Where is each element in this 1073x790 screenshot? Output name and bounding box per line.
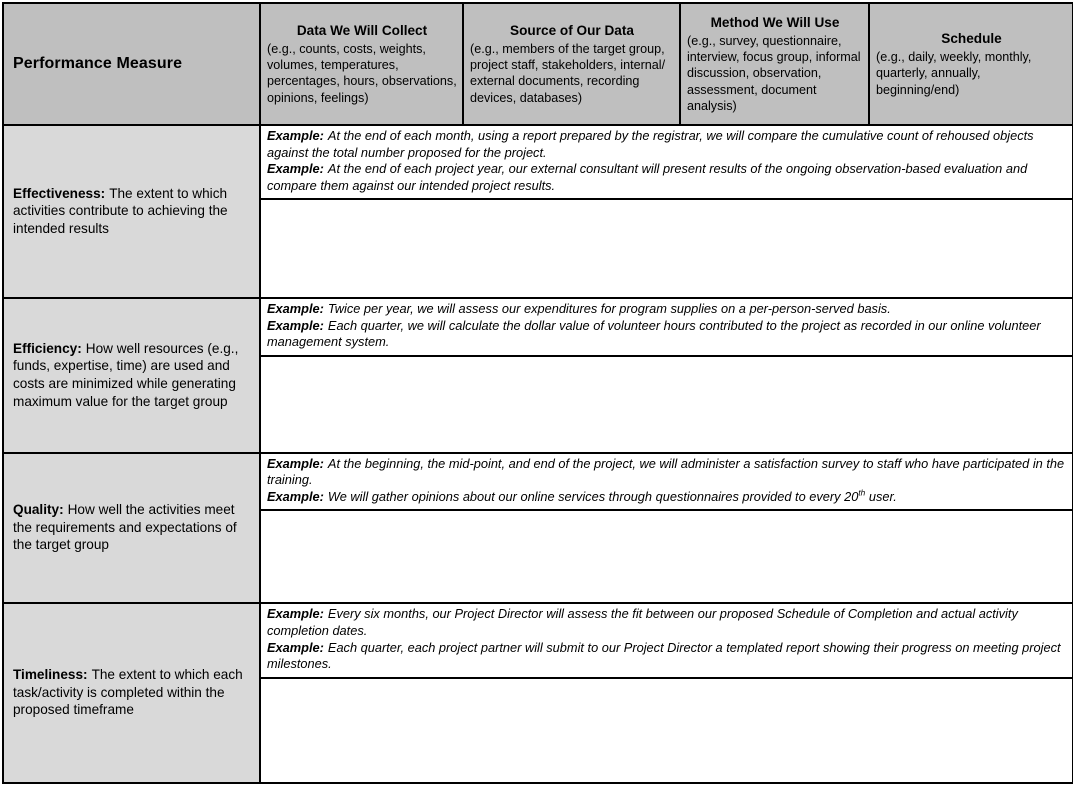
column-subtitle: (e.g., survey, questionnaire, interview, focus group, informal discussion, observation, assessment, document analysis) [687,34,861,113]
example-text: Every six months, our Project Director will assess the fit between our proposed Schedule of Completion and actual activity completion dates. [267,606,1018,638]
column-title: Method We Will Use [710,15,840,31]
example-text: At the beginning, the mid-point, and end of the project, we will administer a satisfaction survey to staff who have participated in the training. [267,455,1065,488]
example-label: Example: [267,488,324,504]
example-text: Each quarter, we will calculate the dollar value of volunteer hours contributed to the project as recorded in our online volunteer management system. [267,317,1041,350]
measure-description: The extent to which activities contribute to achieving the intended results [13,185,228,237]
measure-example-row [3,125,1073,199]
measure-description: How well resources (e.g., funds, expertise, time) are used and costs are minimized while generating maximum value for the target group [13,340,239,409]
example-text: Twice per year, we will assess our expenditures for program supplies on a per-person-served basis. [327,301,891,317]
example-line [267,606,1066,639]
example-entry-cell [260,298,1073,356]
example-line [267,161,1066,194]
example-label: Example: [267,606,324,622]
example-text: At the end of each project year, our external consultant will present results of the ongoing observation-based evaluation and compare them against our intended project results. [267,161,1028,193]
example-line [267,318,1066,351]
empty-entry-cell [260,678,1073,783]
example-text: At the end of each month, using a report prepared by the registrar, we will compare the cumulative count of rehoused objects against the total number proposed for the project. [267,128,1034,160]
measure-term: Effectiveness : [13,186,105,201]
example-entry-cell [260,603,1073,678]
example-label: Example: [267,455,324,471]
measure-example-row [3,298,1073,356]
column-header-data-we-will-collect [260,3,463,125]
measure-label-cell [3,603,260,783]
measure-label-cell [3,125,260,298]
table-header [3,3,1073,125]
example-line [267,128,1066,161]
example-line [267,301,1066,318]
column-title: Source of Our Data [510,23,634,39]
example-text: Each quarter, each project partner will submit to our Project Director a templated report showing their progress on meeting project milestones. [267,639,1061,672]
example-label: Example: [267,317,324,333]
measure-term: Timeliness : [13,667,88,682]
column-title: Schedule [941,31,1002,47]
measure-example-row [3,603,1073,678]
column-title: Data We Will Collect [296,23,428,39]
column-header-source-of-our-data [463,3,680,125]
header-row [3,3,1073,125]
example-line [267,489,1066,506]
column-subtitle: (e.g., members of the target group, project staff, stakeholders, internal/ external documents, recording devices, databases) [470,42,666,105]
example-label: Example: [267,161,324,177]
measure-term: Efficiency : [13,341,82,356]
empty-entry-cell [260,199,1073,298]
performance-measure-header: Performance Measure [3,3,260,125]
column-subtitle: (e.g., counts, costs, weights, volumes, temperatures, percentages, hours, observations, opinions, feelings) [267,42,457,105]
column-header-method-we-will-use [680,3,869,125]
performance-measure-table [2,2,1073,784]
example-label: Example: [267,128,324,143]
column-header-schedule [869,3,1073,125]
example-line [267,640,1066,673]
example-line [267,456,1066,489]
example-label: Example: [267,301,324,317]
measure-label-cell [3,453,260,603]
example-entry-cell [260,453,1073,510]
measure-description: The extent to which each task/activity is completed within the proposed timeframe [13,666,243,718]
empty-entry-cell [260,510,1073,603]
example-text: We will gather opinions about our online services through questionnaires provided to every 20th user. [327,487,897,504]
measure-term: Quality : [13,502,64,517]
measure-description: How well the activities meet the requirements and expectations of the target group [13,501,237,553]
example-entry-cell [260,125,1073,199]
example-label: Example: [267,639,324,655]
measure-example-row [3,453,1073,510]
column-subtitle: (e.g., daily, weekly, monthly, quarterly, annually, beginning/end) [876,50,1032,97]
table-body [3,125,1073,783]
measure-label-cell [3,298,260,453]
empty-entry-cell [260,356,1073,453]
